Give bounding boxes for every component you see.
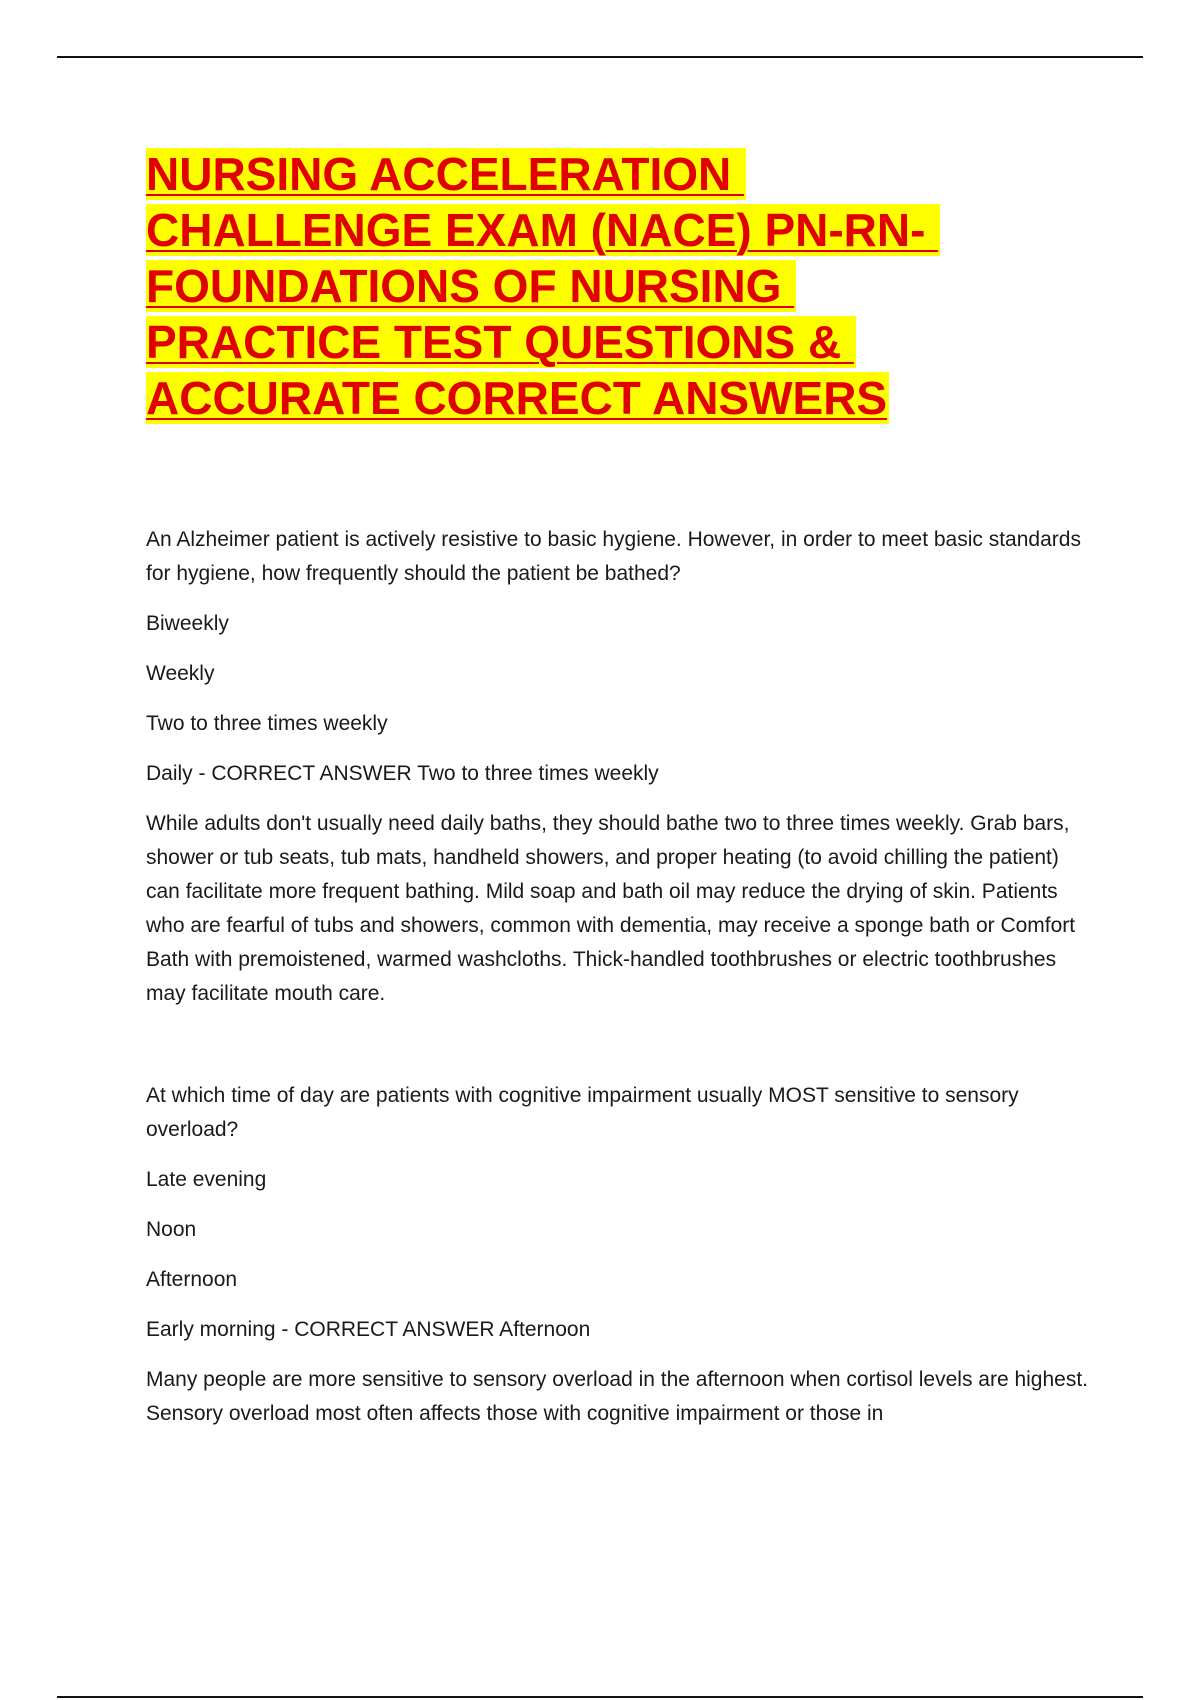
correct-answer-line: Daily - CORRECT ANSWER Two to three times weekly xyxy=(146,762,659,785)
answer-option: Noon xyxy=(146,1218,197,1241)
question-block-1 xyxy=(146,523,1096,1011)
bottom-rule xyxy=(57,1696,1143,1698)
answer-explanation: Many people are more sensitive to sensory overload in the afternoon when cortisol levels are highest. Sensory overload most often affects those with cognitive impairment or those in xyxy=(146,1368,1089,1425)
answer-explanation: While adults don't usually need daily baths, they should bathe two to three times weekly. Grab bars, shower or tub seats, tub mats, handheld showers, and proper heating (to avoid chilling the patient) can facilitate more frequent bathing. Mild soap and bath oil may reduce the drying of skin. Patients who are fearful of tubs and showers, common with dementia, may receive a sponge bath or Comfort Bath with premoistened, warmed washcloths. Thick-handled toothbrushes or electric toothbrushes may facilitate mouth care. xyxy=(146,812,1076,1005)
title-line: ACCURATE CORRECT ANSWERS xyxy=(146,372,888,424)
document-body xyxy=(146,523,1096,1431)
answer-option: Late evening xyxy=(146,1168,267,1191)
title-line: NURSING ACCELERATION xyxy=(146,148,744,200)
question-text: At which time of day are patients with cognitive impairment usually MOST sensitive to sensory overload? xyxy=(146,1084,1019,1141)
title-line: PRACTICE TEST QUESTIONS & xyxy=(146,316,854,368)
question-block-2 xyxy=(146,1079,1096,1431)
answer-option: Afternoon xyxy=(146,1268,238,1291)
correct-answer-line: Early morning - CORRECT ANSWER Afternoon xyxy=(146,1318,591,1341)
answer-option: Weekly xyxy=(146,662,215,685)
top-rule xyxy=(57,56,1143,58)
answer-option: Biweekly xyxy=(146,612,229,635)
section-spacer xyxy=(146,1011,1096,1079)
title-line: FOUNDATIONS OF NURSING xyxy=(146,260,795,312)
answer-option: Two to three times weekly xyxy=(146,712,388,735)
title-line: CHALLENGE EXAM (NACE) PN-RN- xyxy=(146,204,939,256)
document-title xyxy=(146,146,1046,426)
question-text: An Alzheimer patient is actively resistive to basic hygiene. However, in order to meet basic standards for hygiene, how frequently should the patient be bathed? xyxy=(146,528,1081,585)
